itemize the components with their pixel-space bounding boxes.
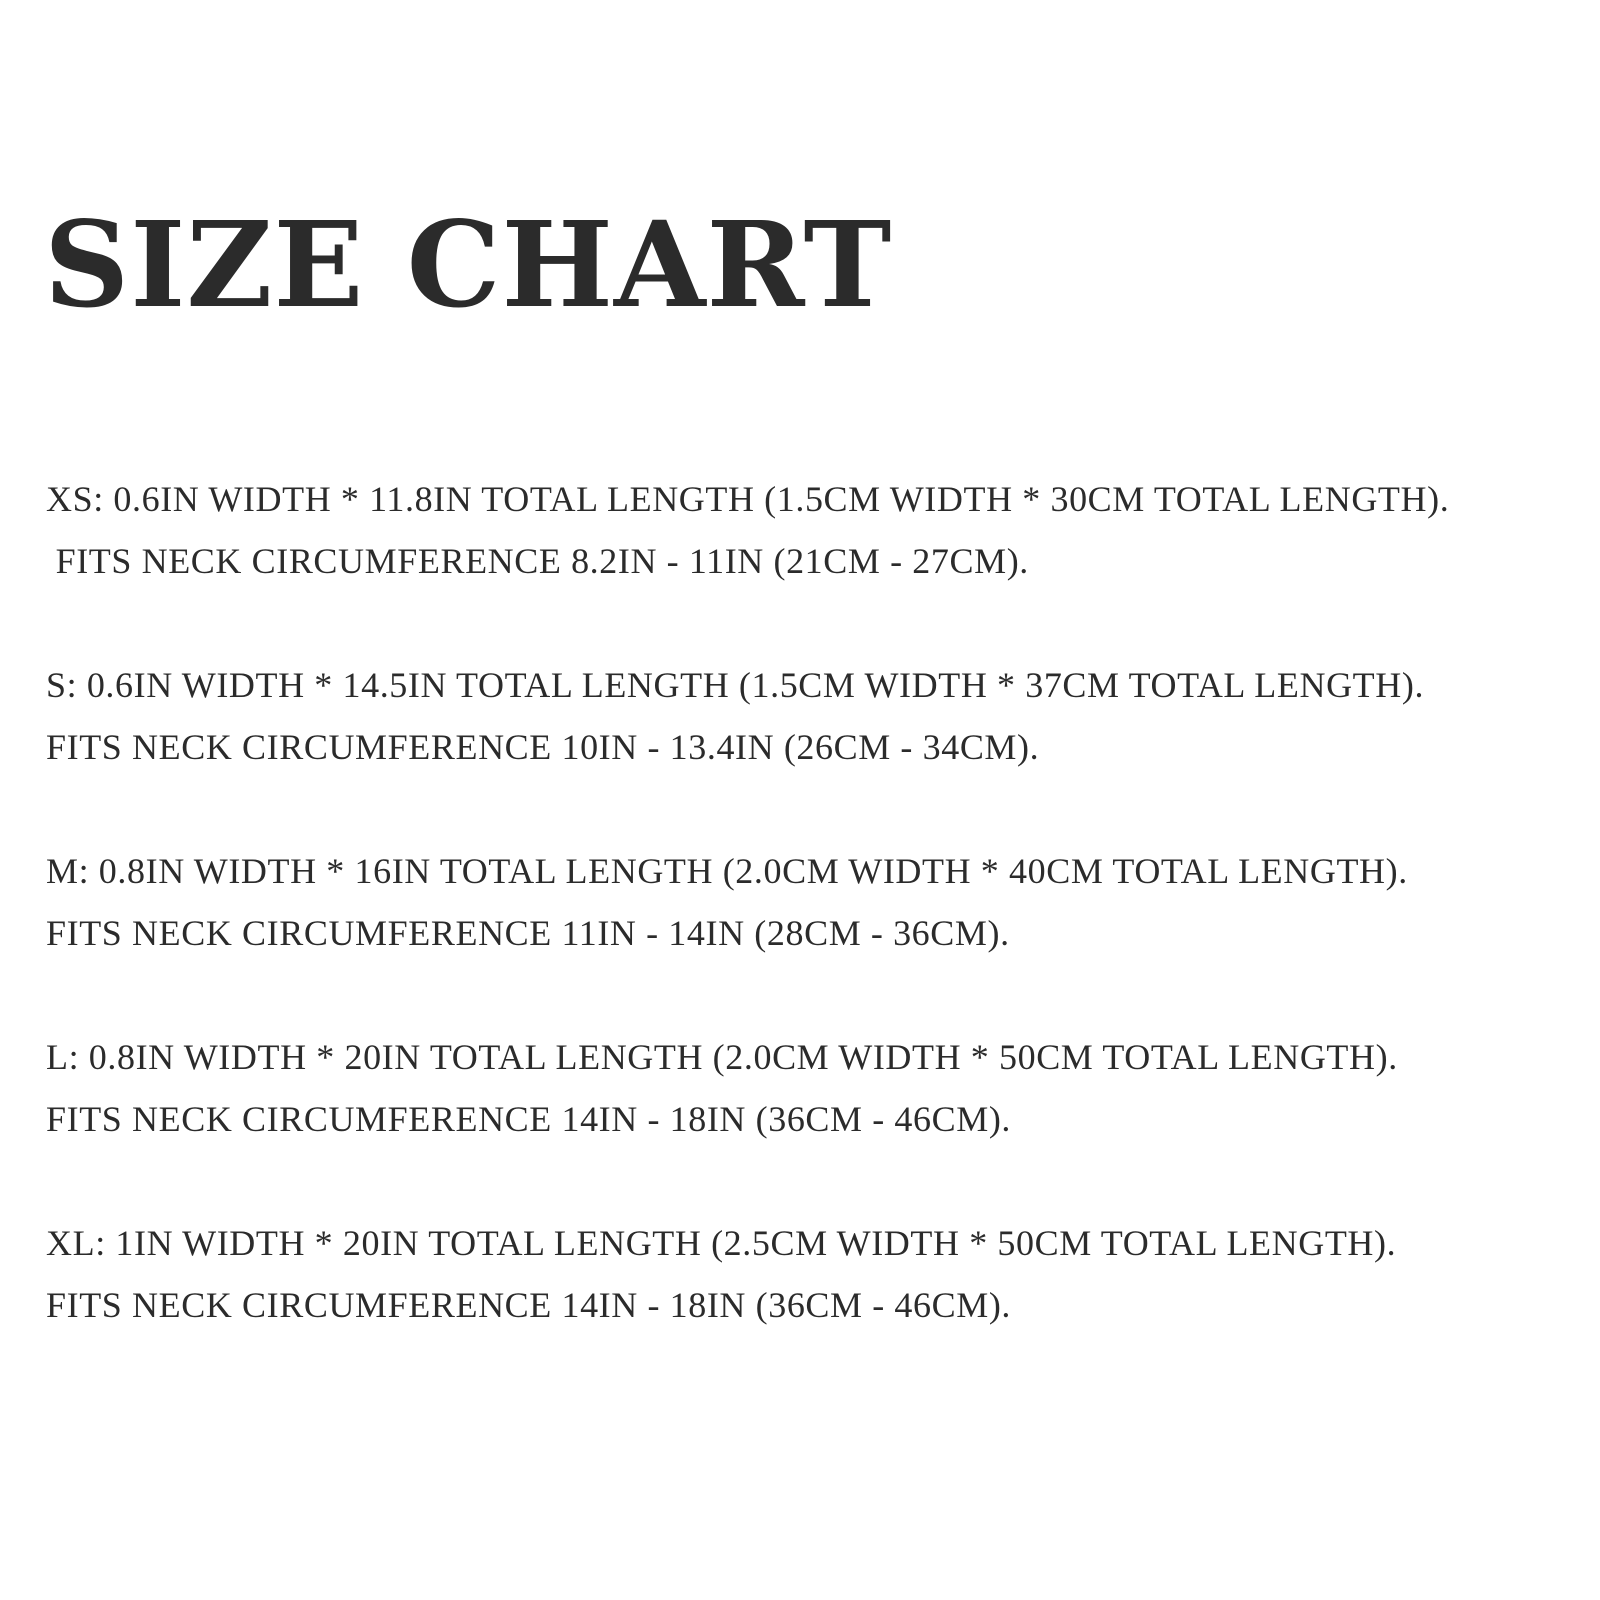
size-entry-s: [46, 654, 1566, 778]
size-entry-l: [46, 1026, 1566, 1150]
size-dimensions: XS: 0.6IN WIDTH * 11.8IN TOTAL LENGTH (1.5CM WIDTH * 30CM TOTAL LENGTH).: [46, 479, 1450, 519]
size-list: [46, 468, 1566, 1398]
size-dimensions: XL: 1IN WIDTH * 20IN TOTAL LENGTH (2.5CM WIDTH * 50CM TOTAL LENGTH).: [46, 1223, 1397, 1263]
size-dimensions: M: 0.8IN WIDTH * 16IN TOTAL LENGTH (2.0CM WIDTH * 40CM TOTAL LENGTH).: [46, 851, 1408, 891]
size-neck-fit: FITS NECK CIRCUMFERENCE 11IN - 14IN (28CM - 36CM).: [46, 913, 1010, 953]
size-entry-xs: [46, 468, 1566, 592]
size-neck-fit: FITS NECK CIRCUMFERENCE 8.2IN - 11IN (21CM - 27CM).: [46, 541, 1029, 581]
size-neck-fit: FITS NECK CIRCUMFERENCE 14IN - 18IN (36CM - 46CM).: [46, 1099, 1012, 1139]
size-neck-fit: FITS NECK CIRCUMFERENCE 10IN - 13.4IN (26CM - 34CM).: [46, 727, 1040, 767]
page-title: SIZE CHART: [44, 195, 893, 334]
size-dimensions: L: 0.8IN WIDTH * 20IN TOTAL LENGTH (2.0CM WIDTH * 50CM TOTAL LENGTH).: [46, 1037, 1398, 1077]
size-entry-m: [46, 840, 1566, 964]
size-neck-fit: FITS NECK CIRCUMFERENCE 14IN - 18IN (36CM - 46CM).: [46, 1285, 1012, 1325]
size-dimensions: S: 0.6IN WIDTH * 14.5IN TOTAL LENGTH (1.5CM WIDTH * 37CM TOTAL LENGTH).: [46, 665, 1425, 705]
size-entry-xl: [46, 1212, 1566, 1336]
